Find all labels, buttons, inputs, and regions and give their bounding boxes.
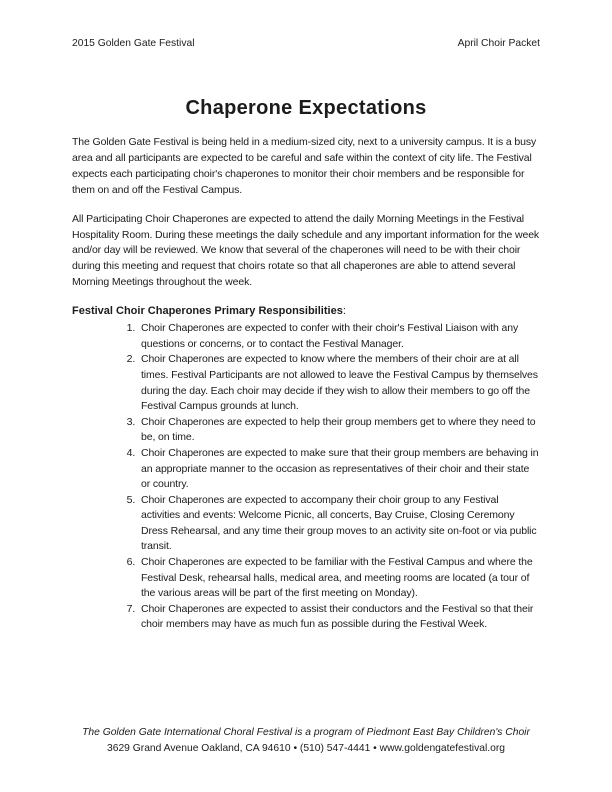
paragraph-morning-meetings: All Participating Choir Chaperones are expected to attend the daily Morning Meetings in the Festival Hospitality Room. During these meetings the daily schedule and any important information for the week and/or day will be reviewed. We know that several of the chaperones will need to be with their choir during this meeting and request that choirs rotate so that all chaperones are able to attend several Morning Meetings throughout the week. <box>72 212 540 289</box>
footer-contact-line: 3629 Grand Avenue Oakland, CA 94610 • (510) 547-4441 • www.goldengatefestival.org <box>107 742 505 754</box>
list-item-7: 7. Choir Chaperones are expected to assist their conductors and the Festival so that their choir members may have as much fun as possible during the Festival Week. <box>138 602 540 633</box>
page-footer <box>36 725 576 756</box>
paragraph-intro: The Golden Gate Festival is being held in a medium-sized city, next to a university campus. It is a busy area and all participants are expected to be careful and safe within the context of city life. The Festival expects each participating choir's chaperones to monitor their choir members and be responsible for them on and off the Festival Campus. <box>72 136 537 196</box>
list-item-1: 1. Choir Chaperones are expected to confer with their choir's Festival Liaison with any questions or concerns, or to contact the Festival Manager. <box>138 321 540 352</box>
page-title: Chaperone Expectations <box>185 97 427 119</box>
page-content <box>72 37 540 633</box>
list-item-2: 2. Choir Chaperones are expected to know where the members of their choir are at all times. Festival Participants are not allowed to leave the Festival Campus by themselves during the day. Each choir may decide if they wish to allow their members to go off the Festival Campus grounds at lunch. <box>138 352 540 414</box>
responsibilities-heading <box>72 303 540 319</box>
running-header <box>72 37 540 50</box>
responsibilities-heading-colon: : <box>342 305 346 318</box>
header-left-text: 2015 Golden Gate Festival <box>72 38 195 49</box>
header-right-text: April Choir Packet <box>457 38 540 49</box>
responsibilities-heading-text: Festival Choir Chaperones Primary Responsibilities <box>72 305 343 318</box>
responsibilities-list <box>72 321 540 633</box>
list-item-6: 6. Choir Chaperones are expected to be familiar with the Festival Campus and where the Festival Desk, rehearsal halls, medical area, and meeting rooms are located (a tour of the various areas will be part of the first meeting on Monday). <box>138 555 540 602</box>
footer-program-line: The Golden Gate International Choral Festival is a program of Piedmont East Bay Children's Choir <box>82 727 530 738</box>
list-item-4: 4. Choir Chaperones are expected to make sure that their group members are behaving in an appropriate manner to the occasion as representatives of their choir and their state or country. <box>138 446 540 493</box>
list-item-5: 5. Choir Chaperones are expected to accompany their choir group to any Festival activities and events: Welcome Picnic, all concerts, Bay Cruise, Closing Ceremony Dress Rehearsal, and any time their group moves to an activity site on-foot or via public transit. <box>138 493 540 555</box>
list-item-3: 3. Choir Chaperones are expected to help their group members get to where they need to be, on time. <box>138 415 540 446</box>
